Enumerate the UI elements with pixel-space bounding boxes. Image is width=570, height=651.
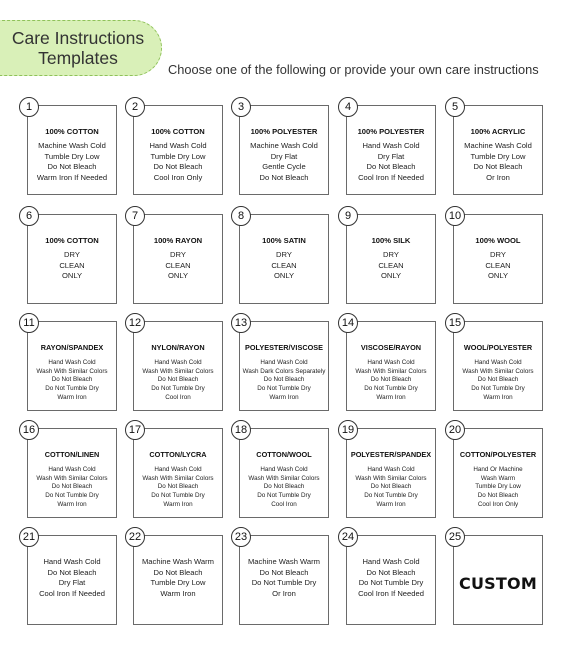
card-body — [240, 536, 328, 624]
template-card-1[interactable] — [25, 101, 117, 195]
care-instruction-line: Hand Or Machine — [473, 466, 523, 473]
care-instruction-line: Do Not Bleach — [259, 172, 309, 182]
care-instruction-line: Warm Iron — [57, 500, 87, 508]
card-number-badge: 19 — [338, 420, 358, 440]
care-instruction-line: Hand Wash Cold — [149, 141, 207, 150]
care-instruction-line: Do Not Bleach — [263, 483, 305, 491]
care-instruction-line: Hand Wash Cold — [260, 359, 308, 366]
card-body — [347, 536, 435, 624]
care-instruction-line: Machine Wash Cold — [464, 141, 532, 150]
care-instruction-line: Hand Wash Cold — [367, 466, 415, 473]
card-fabric-title: COTTON/LYCRA — [149, 450, 207, 459]
template-card-11[interactable] — [23, 317, 117, 411]
template-card-16[interactable] — [22, 424, 117, 518]
template-card-15[interactable] — [448, 317, 543, 411]
care-instruction-line: Hand Wash Cold — [362, 141, 420, 150]
care-instruction-line: Do Not Bleach — [153, 567, 203, 577]
card-number-badge: 2 — [125, 97, 145, 117]
care-instruction-line: Wash With Similar Colors — [142, 474, 214, 482]
care-instruction-line: Or Iron — [272, 588, 296, 598]
card-fabric-title: NYLON/RAYON — [151, 343, 205, 352]
card-body — [28, 106, 116, 194]
card-number-badge: 13 — [231, 313, 251, 333]
care-instruction-line: Do Not Tumble Dry — [257, 492, 311, 500]
card-fabric-title: 100% SATIN — [262, 236, 306, 245]
care-instruction-line: Warm Iron — [160, 588, 196, 598]
care-instruction-line: Dry Flat — [270, 151, 298, 161]
care-instruction-line: ONLY — [487, 271, 509, 281]
care-instruction-line: Do Not Tumble Dry — [358, 578, 424, 588]
care-instruction-line: CLEAN — [59, 260, 85, 270]
template-card-19[interactable] — [341, 424, 436, 518]
care-instruction-line: Cool Iron Only — [477, 500, 519, 508]
care-instruction-line: Do Not Bleach — [47, 162, 97, 172]
care-instruction-line: ONLY — [273, 271, 295, 281]
care-instruction-line: Wash With Similar Colors — [142, 367, 214, 375]
template-card-12[interactable] — [128, 317, 223, 411]
card-number-badge: 11 — [19, 313, 39, 333]
care-instruction-line: Do Not Tumble Dry — [45, 385, 99, 393]
card-number-badge: 12 — [125, 313, 145, 333]
card-fabric-title: 100% ACRYLIC — [470, 127, 526, 136]
card-body — [134, 215, 222, 303]
care-instruction-line: Do Not Bleach — [51, 483, 93, 491]
care-instruction-line: CLEAN — [485, 260, 511, 270]
card-fabric-title: 100% POLYESTER — [250, 127, 318, 136]
card-number-badge: 22 — [125, 527, 145, 547]
card-body — [454, 215, 542, 303]
custom-label: CUSTOM — [459, 574, 537, 593]
card-fabric-title: RAYON/SPANDEX — [40, 343, 104, 352]
care-instruction-line: Wash With Similar Colors — [36, 474, 108, 482]
template-card-21[interactable] — [22, 531, 117, 625]
card-number-badge: 23 — [231, 527, 251, 547]
card-body — [347, 429, 435, 517]
care-instruction-line: Hand Wash Cold — [48, 466, 96, 473]
care-instruction-line: Do Not Tumble Dry — [151, 492, 205, 500]
care-instruction-line: Tumble Dry Low — [150, 151, 206, 161]
card-body — [28, 536, 116, 624]
care-instruction-line: Tumble Dry Low — [470, 151, 526, 161]
care-instruction-line: DRY — [383, 250, 399, 259]
card-number-badge: 17 — [125, 420, 145, 440]
card-body — [240, 106, 328, 194]
card-number-badge: 4 — [338, 97, 358, 117]
card-fabric-title: COTTON/WOOL — [256, 450, 312, 459]
card-body — [240, 429, 328, 517]
care-instruction-line: Hand Wash Cold — [43, 557, 101, 566]
care-instruction-line: Hand Wash Cold — [48, 359, 96, 366]
card-body — [134, 429, 222, 517]
care-instruction-line: DRY — [64, 250, 80, 259]
card-number-badge: 8 — [231, 206, 251, 226]
care-instruction-line: Do Not Bleach — [157, 483, 199, 491]
page-title-line-2: Templates — [38, 48, 118, 68]
care-instruction-line: Do Not Bleach — [477, 492, 519, 500]
template-card-13[interactable] — [234, 317, 329, 411]
card-number-badge: 25 — [445, 527, 465, 547]
template-card-9[interactable] — [344, 210, 436, 304]
card-body — [134, 536, 222, 624]
care-instruction-line: Do Not Tumble Dry — [364, 385, 418, 393]
card-number-badge: 9 — [338, 206, 358, 226]
care-instruction-line: Dry Flat — [377, 151, 405, 161]
care-instruction-line: Hand Wash Cold — [362, 557, 420, 566]
card-number-badge: 7 — [125, 206, 145, 226]
care-instruction-line: Hand Wash Cold — [154, 466, 202, 473]
care-instruction-line: Do Not Tumble Dry — [45, 492, 99, 500]
care-instruction-line: Gentle Cycle — [262, 162, 306, 172]
care-instruction-line: Tumble Dry Low — [44, 151, 100, 161]
card-fabric-title: 100% POLYESTER — [357, 127, 425, 136]
template-card-10[interactable] — [448, 210, 543, 304]
card-fabric-title: 100% WOOL — [475, 236, 521, 245]
card-number-badge: 3 — [231, 97, 251, 117]
card-fabric-title: WOOL/POLYESTER — [463, 343, 533, 352]
care-instruction-line: Warm Iron — [376, 500, 406, 508]
card-fabric-title: 100% COTTON — [45, 127, 99, 136]
care-instruction-line: Dry Flat — [58, 578, 86, 588]
care-instruction-line: Warm Iron — [376, 393, 406, 401]
card-body — [134, 322, 222, 410]
card-fabric-title: 100% COTTON — [151, 127, 205, 136]
card-number-badge: 14 — [338, 313, 358, 333]
template-card-2[interactable] — [131, 101, 223, 195]
card-number-badge: 20 — [445, 420, 465, 440]
template-card-4[interactable] — [344, 101, 436, 195]
care-instruction-line: Warm Iron — [483, 393, 513, 401]
page-subtitle: Choose one of the following or provide your own care instructions — [168, 62, 539, 77]
care-instruction-line: Machine Wash Cold — [38, 141, 106, 150]
card-number-badge: 10 — [445, 206, 465, 226]
care-instruction-line: Cool Iron If Needed — [358, 588, 424, 598]
card-body — [454, 536, 542, 624]
card-fabric-title: POLYESTER/SPANDEX — [350, 450, 432, 459]
template-card-5[interactable] — [451, 101, 543, 195]
card-number-badge: 16 — [19, 420, 39, 440]
card-fabric-title: COTTON/POLYESTER — [459, 450, 537, 459]
care-instruction-line: Machine Wash Cold — [250, 141, 318, 150]
card-body — [28, 429, 116, 517]
card-fabric-title: COTTON/LINEN — [44, 450, 100, 459]
card-number-badge: 15 — [445, 313, 465, 333]
care-instruction-line: Do Not Tumble Dry — [257, 385, 311, 393]
care-instruction-line: Do Not Bleach — [263, 376, 305, 384]
card-body — [454, 429, 542, 517]
care-instruction-line: Machine Wash Warm — [141, 557, 214, 566]
care-instruction-line: Hand Wash Cold — [260, 466, 308, 473]
care-instruction-line: Tumble Dry Low — [150, 578, 206, 588]
care-instruction-line: Do Not Tumble Dry — [364, 492, 418, 500]
care-instruction-line: Cool Iron If Needed — [358, 172, 424, 182]
care-instruction-line: Do Not Bleach — [47, 567, 97, 577]
card-fabric-title: 100% RAYON — [153, 236, 203, 245]
care-instruction-line: Hand Wash Cold — [474, 359, 522, 366]
care-instruction-line: ONLY — [167, 271, 189, 281]
care-instruction-line: CLEAN — [165, 260, 191, 270]
care-instruction-line: Do Not Tumble Dry — [471, 385, 525, 393]
template-card-6[interactable] — [25, 210, 117, 304]
care-instruction-line: Wash Warm — [480, 474, 516, 482]
care-instruction-line: Wash With Similar Colors — [355, 474, 427, 482]
card-fabric-title: POLYESTER/VISCOSE — [245, 343, 323, 352]
template-card-23[interactable] — [234, 531, 329, 625]
care-instruction-line: Warm Iron — [163, 500, 193, 508]
card-fabric-title: 100% SILK — [371, 236, 411, 245]
card-body — [347, 106, 435, 194]
card-body — [240, 215, 328, 303]
care-instruction-line: Warm Iron If Needed — [36, 172, 108, 182]
card-number-badge: 24 — [338, 527, 358, 547]
card-fabric-title: 100% COTTON — [45, 236, 99, 245]
card-body — [347, 215, 435, 303]
card-body — [240, 322, 328, 410]
card-number-badge: 6 — [19, 206, 39, 226]
care-instruction-line: Wash Dark Colors Separately — [242, 367, 326, 375]
care-instruction-line: Cool Iron — [271, 500, 297, 508]
care-instruction-line: Do Not Bleach — [370, 483, 412, 491]
care-instruction-line: Do Not Bleach — [51, 376, 93, 384]
card-number-badge: 1 — [19, 97, 39, 117]
care-instruction-line: Do Not Bleach — [259, 567, 309, 577]
card-fabric-title: VISCOSE/RAYON — [360, 343, 422, 352]
card-number-badge: 18 — [231, 420, 251, 440]
care-instruction-line: Cool Iron Only — [153, 172, 203, 182]
care-instruction-line: Do Not Tumble Dry — [251, 578, 317, 588]
care-instruction-line: Do Not Bleach — [153, 162, 203, 172]
care-instruction-line: Cool Iron — [165, 393, 191, 401]
care-instruction-line: Wash With Similar Colors — [248, 474, 320, 482]
card-body — [134, 106, 222, 194]
template-card-25[interactable] — [448, 531, 543, 625]
care-instruction-line: DRY — [276, 250, 292, 259]
care-instruction-line: Do Not Bleach — [473, 162, 523, 172]
card-body — [28, 322, 116, 410]
care-instruction-line: CLEAN — [271, 260, 297, 270]
care-instruction-line: Wash With Similar Colors — [462, 367, 534, 375]
care-instruction-line: Do Not Bleach — [370, 376, 412, 384]
care-instruction-line: Or Iron — [486, 172, 510, 182]
template-card-18[interactable] — [234, 424, 329, 518]
template-card-24[interactable] — [341, 531, 436, 625]
card-body — [454, 322, 542, 410]
card-body — [454, 106, 542, 194]
care-instruction-line: DRY — [490, 250, 506, 259]
care-instruction-line: Wash With Similar Colors — [355, 367, 427, 375]
care-instruction-line: ONLY — [380, 271, 402, 281]
care-instruction-line: Machine Wash Warm — [247, 557, 320, 566]
template-card-14[interactable] — [341, 317, 436, 411]
card-body — [28, 215, 116, 303]
care-instruction-line: Cool Iron If Needed — [39, 588, 105, 598]
template-card-22[interactable] — [128, 531, 223, 625]
care-instruction-line: Do Not Bleach — [157, 376, 199, 384]
template-card-8[interactable] — [237, 210, 329, 304]
care-instruction-line: Hand Wash Cold — [154, 359, 202, 366]
care-instruction-line: DRY — [170, 250, 186, 259]
care-instruction-line: Warm Iron — [269, 393, 299, 401]
template-card-20[interactable] — [448, 424, 543, 518]
page-title-line-1: Care Instructions — [11, 28, 145, 48]
template-card-7[interactable] — [131, 210, 223, 304]
care-instruction-line: Do Not Bleach — [366, 162, 416, 172]
care-instruction-line: Hand Wash Cold — [367, 359, 415, 366]
care-instruction-line: Do Not Bleach — [477, 376, 519, 384]
care-instruction-line: Warm Iron — [57, 393, 87, 401]
page-title — [8, 28, 148, 68]
care-instruction-line: Do Not Tumble Dry — [151, 385, 205, 393]
care-instruction-line: Wash With Similar Colors — [36, 367, 108, 375]
care-instruction-line: Tumble Dry Low — [475, 483, 521, 491]
care-instruction-line: CLEAN — [378, 260, 404, 270]
card-number-badge: 5 — [445, 97, 465, 117]
template-card-3[interactable] — [237, 101, 329, 195]
card-number-badge: 21 — [19, 527, 39, 547]
care-instruction-line: Do Not Bleach — [366, 567, 416, 577]
care-instruction-line: ONLY — [61, 271, 83, 281]
template-card-17[interactable] — [128, 424, 223, 518]
card-body — [347, 322, 435, 410]
